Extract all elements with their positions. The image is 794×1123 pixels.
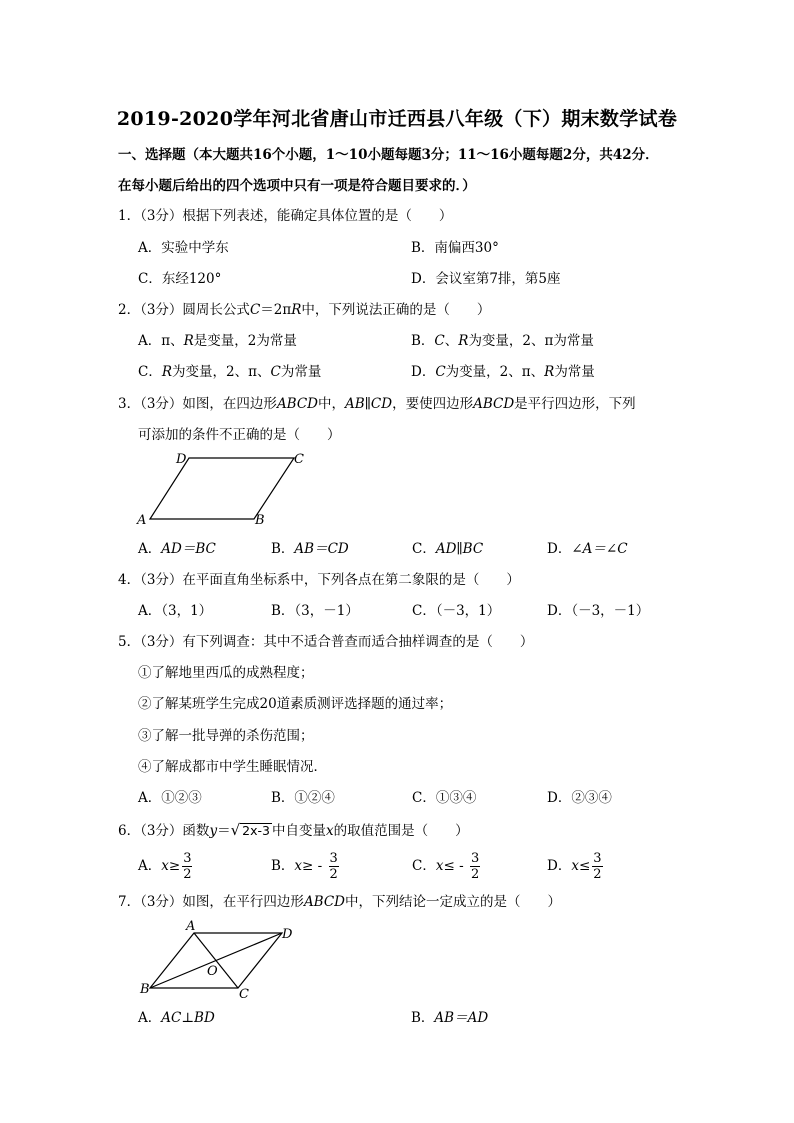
q4-option-b: B．（3，－1） <box>271 603 359 619</box>
q7-stem: 7．（3分）如图，在平行四边形ABCD中，下列结论一定成立的是（ ） <box>118 894 562 910</box>
q3-option-c: C．AD∥BC <box>412 541 484 557</box>
q1-option-d: D．会议室第7排，第5座 <box>411 271 561 287</box>
q5-item-1: ①了解地里西瓜的成熟程度； <box>138 665 314 681</box>
q5-item-2: ②了解某班学生完成20道素质测评选择题的通过率； <box>138 696 453 712</box>
q2-option-a: A．π、R是变量，2为常量 <box>138 333 297 349</box>
q5-stem: 5．（3分）有下列调查：其中不适合普查而适合抽样调查的是（ ） <box>118 634 534 650</box>
q5-option-b: B．①②④ <box>271 790 335 806</box>
q5-option-a: A．①②③ <box>138 790 202 806</box>
fraction: $\frac{3}{2}$ <box>593 851 602 882</box>
q7-label-c: C <box>239 987 249 1002</box>
q3-quadrilateral-figure <box>130 448 320 532</box>
q7-option-b: B．AB＝AD <box>411 1010 489 1026</box>
q6-option-d: D．x≤ $\frac{3}{2}$ <box>547 851 602 882</box>
q2-stem-pre: 2．（3分）圆周长公式 <box>118 302 250 318</box>
q6-option-a: A．x≥ $\frac{3}{2}$ <box>138 851 192 882</box>
q7-label-a: A <box>186 919 196 934</box>
q2-stem-post: 中，下列说法正确的是（ ） <box>301 302 491 318</box>
sqrt-icon: √ <box>230 821 241 839</box>
q7-diagonal-bd <box>150 933 282 988</box>
q4-option-a: A．（3，1） <box>138 603 213 619</box>
q6-stem: 6．（3分）函数y＝√ 2x-3 中自变量x的取值范围是（ ） <box>118 821 469 839</box>
fraction: $\frac{3}{2}$ <box>183 851 192 882</box>
q2-formula-eq: ＝2π <box>260 302 292 318</box>
q3-label-c: C <box>294 452 304 467</box>
q6-option-b: B．x≥ - $\frac{3}{2}$ <box>271 851 338 882</box>
q2-formula-r: R <box>291 302 302 318</box>
q5-option-d: D．②③④ <box>547 790 612 806</box>
q7-label-b: B <box>140 982 150 997</box>
q7-option-a: A．AC⊥BD <box>138 1010 215 1026</box>
q1-stem: 1．（3分）根据下列表述，能确定具体位置的是（ ） <box>118 208 453 224</box>
q3-stem-line2: 可添加的条件不正确的是（ ） <box>138 427 341 443</box>
q2-option-d: D．C为变量，2、π、R为常量 <box>411 364 595 380</box>
q6-option-c: C．x≤ - $\frac{3}{2}$ <box>412 851 480 882</box>
q2-option-c: C．R为变量，2、π、C为常量 <box>138 364 322 380</box>
q4-option-d: D．（－3，－1） <box>547 603 650 619</box>
section-header-line2: 在每小题后给出的四个选项中只有一项是符合题目要求的．） <box>118 178 476 194</box>
page-title: 2019-2020学年河北省唐山市迁西县八年级（下）期末数学试卷 <box>116 108 678 130</box>
q2-option-b: B．C、R为变量，2、π为常量 <box>411 333 594 349</box>
q1-option-b: B．南偏西30° <box>411 240 499 256</box>
q7-parallelogram-figure <box>132 918 312 1004</box>
q5-item-4: ④了解成都市中学生睡眠情况． <box>138 759 327 775</box>
fraction: $\frac{3}{2}$ <box>470 851 480 882</box>
fraction: $\frac{3}{2}$ <box>329 851 338 882</box>
q4-option-c: C．（－3，1） <box>412 603 501 619</box>
q3-option-d: D．∠A＝∠C <box>547 541 628 557</box>
q3-label-a: A <box>137 513 147 528</box>
q5-item-3: ③了解一批导弹的杀伤范围； <box>138 728 314 744</box>
q1-option-c: C．东经120° <box>138 271 222 287</box>
q5-option-c: C．①③④ <box>412 790 477 806</box>
q3-label-d: D <box>176 452 187 467</box>
q3-label-b: B <box>255 513 265 528</box>
q3-quadrilateral <box>150 458 294 519</box>
q1-option-a: A．实验中学东 <box>138 240 229 256</box>
q3-stem-line1: 3．（3分）如图，在四边形ABCD中，AB∥CD，要使四边形ABCD是平行四边形，下列 <box>118 396 636 412</box>
q2-formula-c: C <box>249 302 261 318</box>
q6-radicand: 2x-3 <box>242 823 270 838</box>
section-header-line1: 一、选择题（本大题共16个小题，1～10小题每题3分；11～16小题每题2分，共42分． <box>118 147 659 163</box>
q4-stem: 4．（3分）在平面直角坐标系中，下列各点在第二象限的是（ ） <box>118 572 520 588</box>
q3-option-a: A．AD＝BC <box>138 541 216 557</box>
q7-label-d: D <box>282 927 293 942</box>
q3-option-b: B．AB＝CD <box>271 541 349 557</box>
q7-label-o: O <box>207 964 218 979</box>
q2-stem <box>118 300 490 320</box>
